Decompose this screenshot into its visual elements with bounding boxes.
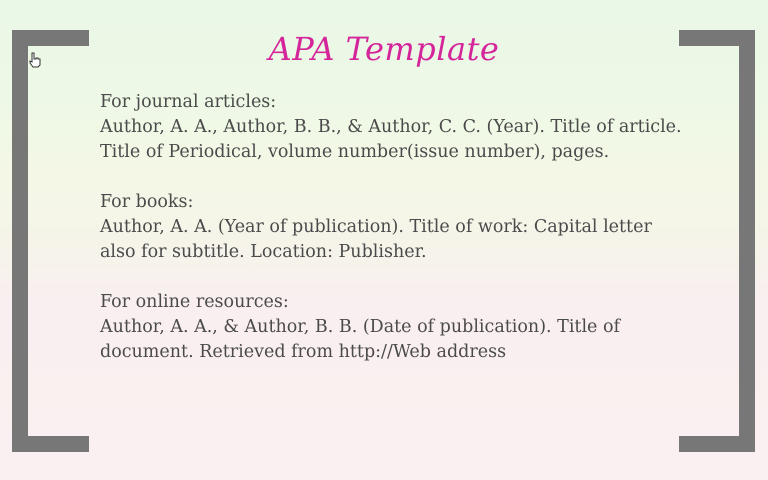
section-line: Author, A. A., & Author, B. B. (Date of publication). Title of: [100, 317, 620, 337]
reference-content: [100, 90, 700, 390]
section-books: [100, 190, 700, 265]
section-line: Author, A. A. (Year of publication). Title of work: Capital letter: [100, 217, 652, 237]
right-bracket-vertical: [739, 30, 755, 452]
section-online-resources: [100, 290, 700, 365]
section-line: Title of Periodical, volume number(issue number), pages.: [100, 142, 610, 162]
section-line: document. Retrieved from http://Web address: [100, 342, 507, 362]
left-bracket-vertical: [12, 30, 28, 452]
right-bracket-bottom: [679, 436, 755, 452]
section-heading: For online resources:: [100, 292, 289, 312]
left-bracket-bottom: [12, 436, 89, 452]
section-heading: For books:: [100, 192, 194, 212]
section-line: also for subtitle. Location: Publisher.: [100, 242, 427, 262]
section-journal-articles: [100, 90, 700, 165]
section-line: Author, A. A., Author, B. B., & Author, C. C. (Year). Title of article.: [100, 117, 682, 137]
slide-title: APA Template: [268, 30, 500, 68]
section-heading: For journal articles:: [100, 92, 277, 112]
